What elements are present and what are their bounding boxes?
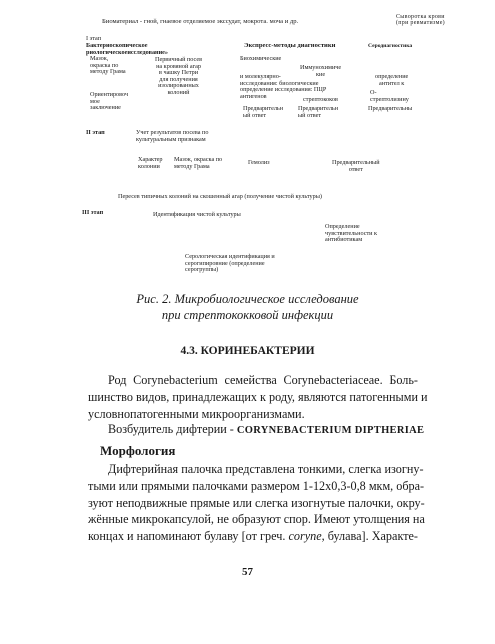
pure-culture-identification: Идентификация чистой культуры [153,211,241,218]
o-streptolysin: О- стрептолизину [370,89,409,103]
gram-smear-box: Мазок, окраска по методу Грама [90,55,126,75]
page-number: 57 [242,566,253,578]
causative-agent-name: CORYNEBACTERIUM DIPTHERIAE [236,425,425,436]
immunochemical-label: Иммунохимиче кие [300,64,342,78]
paragraph-line: условнопатогенными микроорганизмами. [88,406,305,421]
greek-term: corупе, [288,529,325,544]
causative-agent-prefix: Возбудитель дифтерии - [108,422,237,436]
morphology-heading: Морфология [100,443,176,458]
serum-note: Сыворотка крови (при ревматизме) [396,14,445,27]
biochemical-label: Биохимические [240,55,282,62]
section-heading: 4.3. КОРИНЕБАКТЕРИИ [180,345,315,357]
paragraph-line: Дифтерийная палочка представлена тонкими, слегка изогну- [108,462,424,476]
figure-caption-line1: Рис. 2. Микробиологическое исследование [136,292,359,306]
prelim-answer-2: Предварительн ый ответ [298,105,339,119]
prelim-answer-1: Предварительн ый ответ [243,105,284,119]
antibody-detection: определение антител к [375,73,409,87]
antibiotic-sensitivity: Определение чувствительности к антибиотикам [325,223,378,243]
stage1-label: I этап [86,35,102,42]
serological-identification: Серологическая идентификация и серогипировние (определение серогруппы) [185,253,275,273]
paragraph-morphology [88,461,425,545]
colony-character: Характер колонии [138,156,163,170]
bacterioscopic-title: Бактериоскопическое риологическоеисследование» [86,42,169,56]
paragraph-line: зуют неподвижные прямые или слегка изогнутые палочки, окру- [88,495,425,510]
stage3-label: III этап [82,209,104,216]
text-fragment: концах и напоминают булаву [от греч. [88,529,289,544]
reseed-typical-colonies: Пересев типичных колоний на скошенный агар (получение чистой культуры) [118,193,322,200]
express-methods-title: Экспресс-методы диагностики [244,42,336,49]
paragraph-genus [88,372,428,422]
biomaterial-note: Биоматериал - гной, гнаевое отделяемое экссудат, мокрота. моча и др. [102,18,299,25]
primary-seeding-box: Первичный посев на кровяной агар в чашку Петри для получения изолированных колоний [155,56,203,96]
gram-smear-box-2: Мазок, окраска по методу Грама [174,156,223,170]
paragraph-line: Род Corynebacterium семейства Corynebacteriaceae. Боль- [108,373,418,387]
text-fragment: булава]. Характе- [324,529,418,544]
paragraph-line: жённые микрокапсулой, не образуют спор. Имеют утолщения на [88,512,425,527]
molecular-bio-box: и молекулярно- исследования: биологические определение исследования: ПЦР антигенов [240,73,327,100]
paragraph-line: шинство видов, принадлежащих к роду, являются патогенными и [88,389,428,404]
causative-agent-line [108,422,424,437]
serodiagnostics-title: Серодиагностика [368,43,413,49]
culture-results-box: Учет результатов посева по культуральным признакам [136,129,209,143]
prelim-answer-3: Предварительны [368,105,413,112]
hemolysis-label: Гемолиз [248,159,270,166]
orienting-conclusion: Ориентировоч мое заключение [90,91,129,111]
streptococci-label: стрептококов [303,96,338,103]
paragraph-line: тыми или прямыми палочками размером 1-12х0,3-0,8 мкм, обра- [88,478,425,493]
prelim-answer-4: Предварительный ответ [332,159,380,173]
stage2-label: II этап [86,129,105,136]
figure-caption-line2: при стрептококковой инфекции [161,308,334,322]
paragraph-line-last [88,528,418,545]
